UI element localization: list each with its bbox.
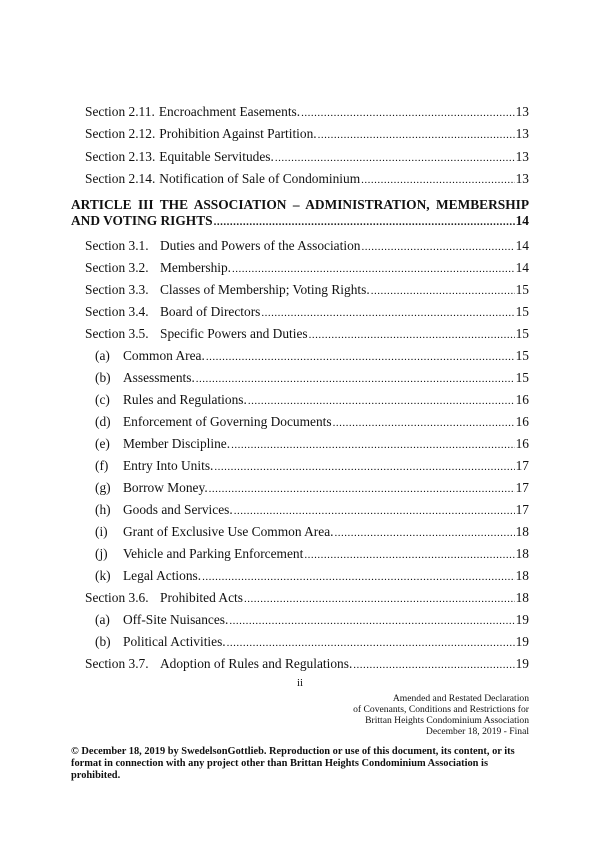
stamp-line: of Covenants, Conditions and Restrictions for bbox=[353, 704, 529, 715]
toc-entry-label: (h) bbox=[95, 502, 111, 517]
toc-entry-title: Prohibition Against Partition. bbox=[159, 126, 317, 141]
toc-entry[interactable] bbox=[85, 282, 529, 299]
toc-entry-title: Member Discipline. bbox=[123, 436, 231, 451]
toc-entry-page: 15 bbox=[515, 326, 529, 341]
toc-entry-page: 19 bbox=[515, 634, 529, 649]
toc-entry-title: Membership. bbox=[160, 260, 232, 275]
dot-leader bbox=[371, 283, 515, 299]
toc-subentry[interactable] bbox=[95, 502, 529, 519]
toc-entry[interactable] bbox=[85, 260, 529, 277]
toc-subentry[interactable] bbox=[95, 392, 529, 409]
toc-entry-label: Section 3.1. bbox=[85, 238, 149, 253]
toc-entry-title: Notification of Sale of Condominium bbox=[159, 171, 361, 186]
toc-entry-page: 15 bbox=[515, 348, 529, 363]
dot-leader bbox=[361, 239, 514, 255]
toc-entry-page: 13 bbox=[515, 104, 529, 119]
toc-entry-page: 14 bbox=[515, 213, 529, 228]
toc-subentry[interactable] bbox=[95, 458, 529, 475]
toc-entry[interactable] bbox=[85, 590, 529, 607]
toc-entry[interactable] bbox=[85, 304, 529, 321]
dot-leader bbox=[309, 327, 515, 343]
toc-entry-label: Section 2.14. bbox=[85, 171, 156, 186]
toc-entry-label: (g) bbox=[95, 480, 111, 495]
stamp-line: Brittan Heights Condominium Association bbox=[365, 715, 529, 726]
dot-leader bbox=[334, 525, 514, 541]
toc-entry-title: Vehicle and Parking Enforcement bbox=[123, 546, 304, 561]
copyright-notice: © December 18, 2019 by SwedelsonGottlieb. Reproduction or use of this document, its content, or its format in connection with any project other than Brittan Heights Condominium Association is prohibited. bbox=[71, 746, 515, 781]
toc-entry-page: 15 bbox=[515, 370, 529, 385]
toc-entry-label: (k) bbox=[95, 568, 111, 583]
toc-subentry[interactable] bbox=[95, 480, 529, 497]
toc-entry[interactable] bbox=[85, 126, 529, 143]
toc-entry-page: 17 bbox=[515, 502, 529, 517]
toc-subentry[interactable] bbox=[95, 436, 529, 453]
toc-entry-label: Section 3.4. bbox=[85, 304, 149, 319]
toc-entry-page: 19 bbox=[515, 656, 529, 671]
toc-entry-page: 15 bbox=[515, 282, 529, 297]
dot-leader bbox=[248, 393, 515, 409]
toc-entry[interactable] bbox=[85, 171, 529, 188]
toc-article-heading[interactable] bbox=[71, 197, 529, 230]
toc-entry-label: (j) bbox=[95, 546, 108, 561]
toc-entry[interactable] bbox=[85, 149, 529, 166]
dot-leader bbox=[232, 261, 515, 277]
toc-subentry[interactable] bbox=[95, 414, 529, 431]
dot-leader bbox=[196, 371, 515, 387]
dot-leader bbox=[275, 150, 515, 166]
dot-leader bbox=[206, 349, 515, 365]
toc-entry-title: Prohibited Acts bbox=[160, 590, 243, 605]
toc-subentry[interactable] bbox=[95, 546, 529, 563]
toc-entry-title: Common Area. bbox=[123, 348, 205, 363]
article-title-line1: ARTICLE III THE ASSOCIATION – ADMINISTRATION, MEMBERSHIP bbox=[71, 197, 529, 212]
toc-entry-label: (i) bbox=[95, 524, 108, 539]
toc-subentry[interactable] bbox=[95, 612, 529, 629]
toc-entry-label: Section 3.6. bbox=[85, 590, 149, 605]
toc-entry-page: 18 bbox=[515, 590, 529, 605]
dot-leader bbox=[333, 415, 515, 431]
dot-leader bbox=[234, 503, 515, 519]
toc-entry-label: Section 3.7. bbox=[85, 656, 149, 671]
toc-entry-label: (b) bbox=[95, 370, 111, 385]
toc-entry[interactable] bbox=[85, 326, 529, 343]
toc-entry-label: Section 3.3. bbox=[85, 282, 149, 297]
dot-leader bbox=[229, 613, 514, 629]
toc-entry-title: Borrow Money. bbox=[123, 480, 208, 495]
toc-entry-page: 18 bbox=[515, 524, 529, 539]
toc-entry-title: Goods and Services. bbox=[123, 502, 233, 517]
toc-entry-page: 16 bbox=[515, 392, 529, 407]
dot-leader bbox=[214, 214, 515, 230]
toc-entry-title: Board of Directors bbox=[160, 304, 261, 319]
toc-entry-label: Section 2.13. bbox=[85, 149, 156, 164]
toc-subentry[interactable] bbox=[95, 524, 529, 541]
toc-entry-label: (a) bbox=[95, 612, 110, 627]
toc-entry-title: Classes of Membership; Voting Rights. bbox=[160, 282, 370, 297]
document-stamp bbox=[353, 693, 529, 737]
toc-entry-label: Section 2.12. bbox=[85, 126, 156, 141]
toc-entry-title: Rules and Regulations. bbox=[123, 392, 247, 407]
toc-entry-page: 14 bbox=[515, 238, 529, 253]
toc-entry-title: Equitable Servitudes. bbox=[159, 149, 274, 164]
toc-entry-label: (d) bbox=[95, 414, 111, 429]
toc-entry-label: (a) bbox=[95, 348, 110, 363]
article-title-line2: AND VOTING RIGHTS bbox=[71, 213, 213, 228]
toc-entry-page: 18 bbox=[515, 546, 529, 561]
toc-entry-title: Entry Into Units. bbox=[123, 458, 214, 473]
toc-entry-title: Duties and Powers of the Association bbox=[160, 238, 361, 253]
stamp-line: Amended and Restated Declaration bbox=[392, 693, 529, 704]
toc-entry-title: Grant of Exclusive Use Common Area. bbox=[123, 524, 334, 539]
toc-entry[interactable] bbox=[85, 238, 529, 255]
dot-leader bbox=[318, 127, 515, 143]
toc-entry-page: 14 bbox=[515, 260, 529, 275]
toc-entry[interactable] bbox=[85, 104, 529, 121]
dot-leader bbox=[304, 547, 514, 563]
toc-entry-page: 13 bbox=[515, 126, 529, 141]
stamp-line: December 18, 2019 - Final bbox=[425, 726, 529, 737]
toc-entry-title: Adoption of Rules and Regulations. bbox=[160, 656, 353, 671]
toc-entry-title: Encroachment Easements. bbox=[158, 104, 301, 119]
dot-leader bbox=[209, 481, 515, 497]
dot-leader bbox=[214, 459, 514, 475]
toc-entry-page: 17 bbox=[515, 480, 529, 495]
toc-entry-page: 19 bbox=[515, 612, 529, 627]
toc-entry-label: Section 2.11. bbox=[85, 104, 155, 119]
toc-entry-page: 18 bbox=[515, 568, 529, 583]
dot-leader bbox=[227, 635, 515, 651]
toc-entry-title: Off-Site Nuisances. bbox=[123, 612, 229, 627]
toc-subentry[interactable] bbox=[95, 634, 529, 651]
toc-subentry[interactable] bbox=[95, 568, 529, 585]
dot-leader bbox=[261, 305, 514, 321]
dot-leader bbox=[301, 105, 515, 121]
toc-entry-page: 13 bbox=[515, 149, 529, 164]
toc-entry-label: (e) bbox=[95, 436, 110, 451]
dot-leader bbox=[231, 437, 515, 453]
article-title-line2-row bbox=[71, 213, 529, 230]
toc-entry-title: Political Activities. bbox=[123, 634, 226, 649]
toc-entry-title: Enforcement of Governing Documents bbox=[123, 414, 332, 429]
toc-entry-page: 15 bbox=[515, 304, 529, 319]
toc-entry-page: 16 bbox=[515, 414, 529, 429]
toc-entry[interactable] bbox=[85, 656, 529, 673]
toc-subentry[interactable] bbox=[95, 370, 529, 387]
dot-leader bbox=[244, 591, 515, 607]
dot-leader bbox=[202, 569, 515, 585]
dot-leader bbox=[361, 172, 514, 188]
toc-entry-label: Section 3.2. bbox=[85, 260, 149, 275]
toc-entry-title: Specific Powers and Duties bbox=[160, 326, 308, 341]
toc-entry-page: 16 bbox=[515, 436, 529, 451]
toc-entry-label: (f) bbox=[95, 458, 109, 473]
toc-entry-label: (c) bbox=[95, 392, 110, 407]
toc-entry-title: Assessments. bbox=[123, 370, 195, 385]
toc-subentry[interactable] bbox=[95, 348, 529, 365]
dot-leader bbox=[353, 657, 514, 673]
page-number: ii bbox=[296, 677, 304, 689]
toc-entry-title: Legal Actions. bbox=[123, 568, 202, 583]
toc-entry-page: 13 bbox=[515, 171, 529, 186]
toc-entry-label: Section 3.5. bbox=[85, 326, 149, 341]
toc-entry-label: (b) bbox=[95, 634, 111, 649]
toc-entry-page: 17 bbox=[515, 458, 529, 473]
